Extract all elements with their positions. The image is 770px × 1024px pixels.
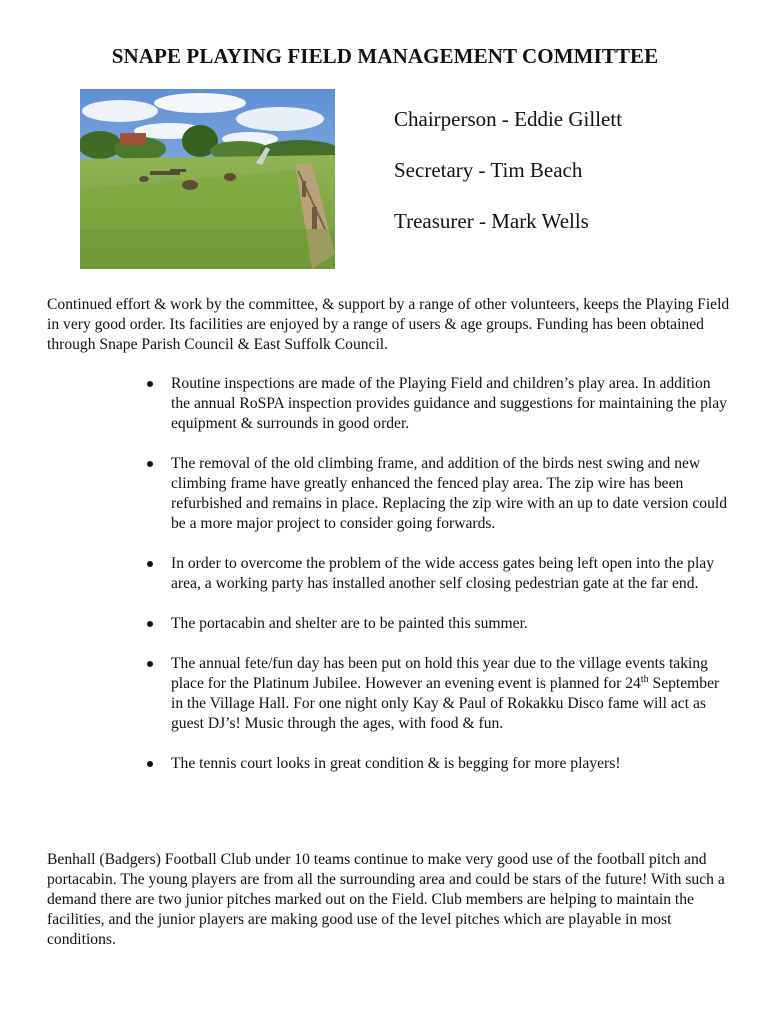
- list-item-text-after: September in the Village Hall. For one night only Kay & Paul of Rokakku Disco fame will act as guest DJ’s! Music through the ages, with food & fun.: [171, 675, 720, 732]
- list-item: [147, 754, 727, 774]
- list-item-text: The tennis court looks in great condition & is begging for more players!: [171, 755, 621, 772]
- bullet-icon: [147, 621, 153, 627]
- officer-secretary: Secretary - Tim Beach: [394, 158, 583, 182]
- document-title: SNAPE PLAYING FIELD MANAGEMENT COMMITTEE: [111, 44, 659, 68]
- list-item-text: In order to overcome the problem of the wide access gates being left open into the play area, a working party has installed another self closing pedestrian gate at the far end.: [171, 555, 714, 592]
- playing-field-photo: [80, 89, 335, 269]
- officer-chairperson: Chairperson - Eddie Gillett: [394, 107, 623, 131]
- closing-paragraph: Benhall (Badgers) Football Club under 10 teams continue to make very good use of the football pitch and portacabin. The young players are from all the surrounding area and could be stars of the future! With such a demand there are two junior pitches marked out on the Field. Club members are helping to maintain the facilities, and the junior players are making good use of the level pitches which are playable in most conditions.: [47, 851, 725, 948]
- list-item: [147, 614, 727, 634]
- committee-officers: [394, 94, 622, 247]
- ordinal-suffix: th: [640, 673, 649, 685]
- list-item-text: Routine inspections are made of the Playing Field and children’s play area. In addition the annual RoSPA inspection provides guidance and suggestions for maintaining the play equipment & surrounds in good order.: [171, 375, 727, 432]
- list-item: [147, 454, 727, 534]
- list-item: [147, 374, 727, 434]
- bullet-icon: [147, 761, 153, 767]
- bullet-icon: [147, 661, 153, 667]
- list-item-text: The removal of the old climbing frame, and addition of the birds nest swing and new climbing frame have greatly enhanced the fenced play area. The zip wire has been refurbished and remains in place. Replacing the zip wire with an up to date version could be a more major project to consider going forwards.: [171, 455, 727, 532]
- intro-paragraph: Continued effort & work by the committee, & support by a range of other volunteers, keeps the Playing Field in very good order. Its facilities are enjoyed by a range of users & age groups. Funding has been obtained through Snape Parish Council & East Suffolk Council.: [47, 296, 730, 353]
- officer-treasurer: Treasurer - Mark Wells: [394, 209, 589, 233]
- list-item: [147, 554, 727, 594]
- list-item: [147, 654, 727, 734]
- bullet-list: [147, 374, 727, 794]
- list-item-text-before: The annual fete/fun day has been put on hold this year due to the village events taking place for the Platinum Jubilee. However an evening event is planned for 24: [171, 655, 708, 692]
- list-item-text: The portacabin and shelter are to be painted this summer.: [171, 615, 528, 632]
- bullet-icon: [147, 381, 153, 387]
- bullet-icon: [147, 561, 153, 567]
- bullet-icon: [147, 461, 153, 467]
